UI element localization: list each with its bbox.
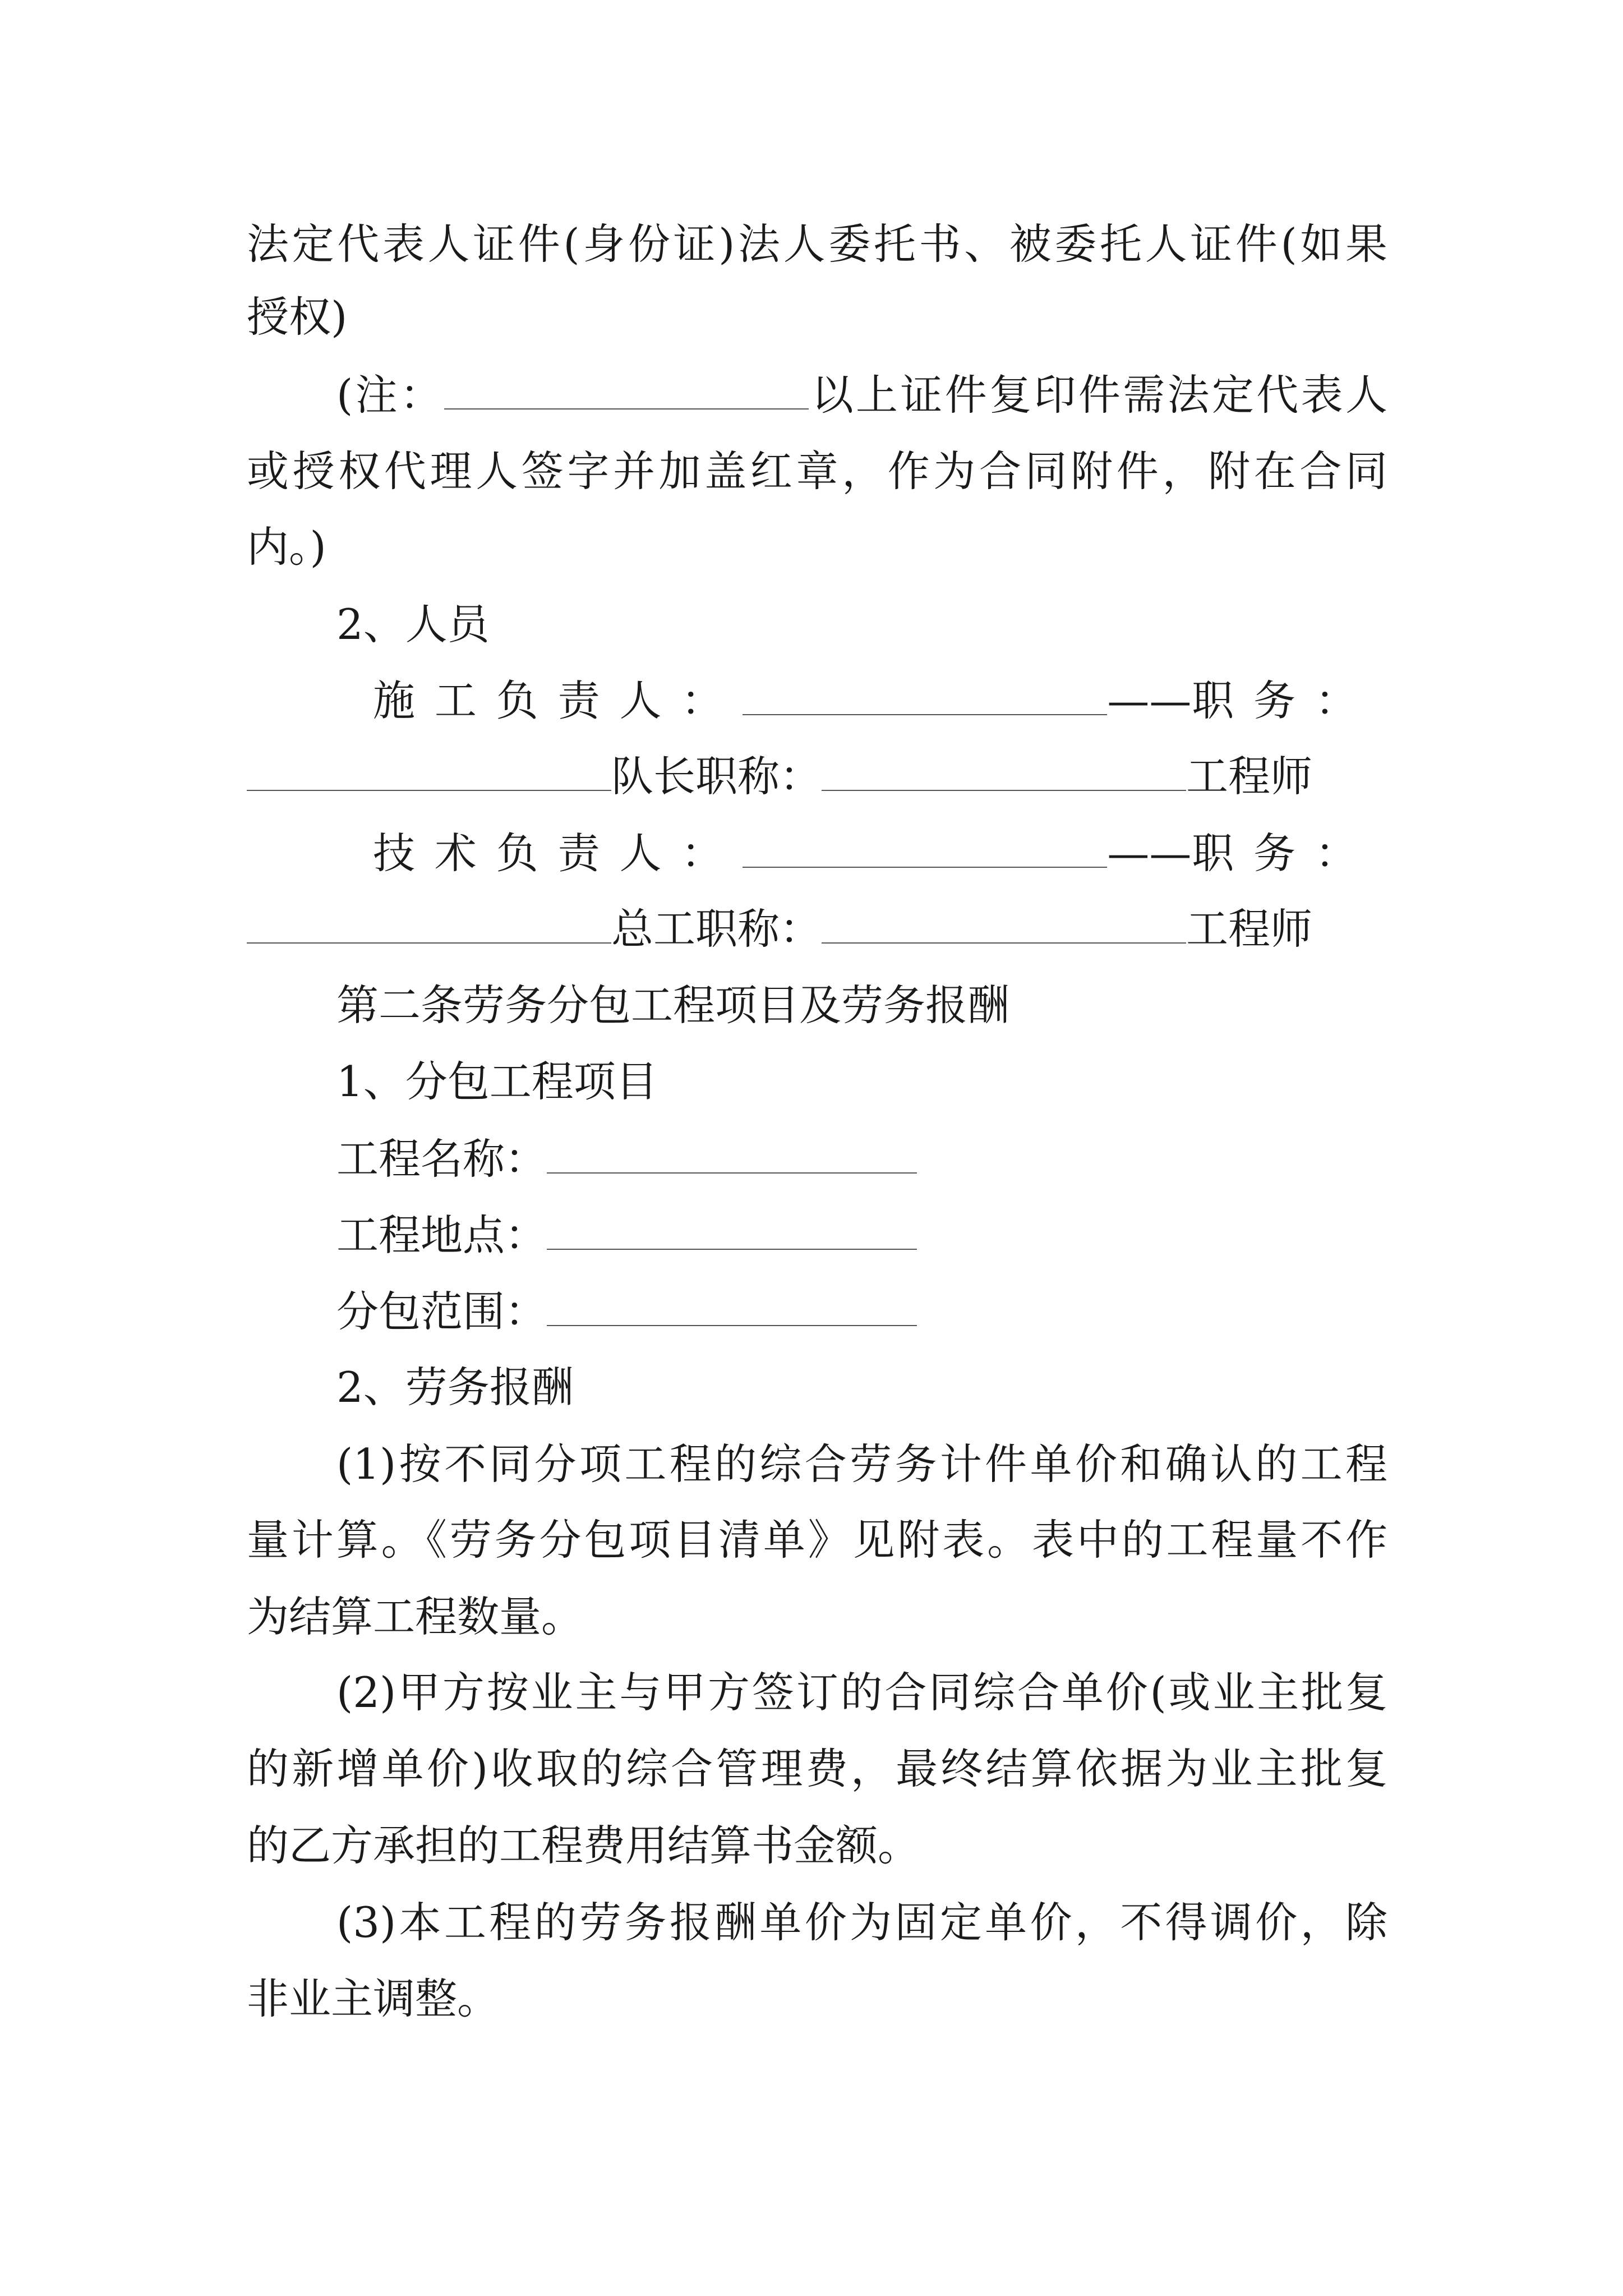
project-name-blank (547, 1128, 917, 1174)
clause-line: 的新增单价)收取的综合管理费，最终结算依据为业主批复 (247, 1744, 1387, 1793)
clause-line: (3)本工程的劳务报酬单价为固定单价，不得调价，除 (336, 1898, 1387, 1947)
title-text: 工程师 (1186, 904, 1313, 954)
construction-lead-line (373, 669, 1376, 731)
project-name-field (336, 1128, 1387, 1190)
technical-lead-label: 技术负责人： (373, 829, 743, 878)
clause-line: 非业主调整。 (247, 1974, 500, 2023)
construction-lead-blank (743, 669, 1107, 715)
role-label: 队长职称： (611, 752, 822, 801)
title-text: 工程师 (1186, 752, 1313, 801)
dash: —— (1107, 829, 1192, 878)
sub-heading: 1、分包工程项目 (336, 1057, 658, 1106)
paragraph-line: 授权) (247, 292, 348, 342)
note-line: 内。) (247, 522, 326, 572)
construction-lead-line-2 (247, 745, 1387, 807)
subcontract-scope-blank (547, 1280, 917, 1326)
subcontract-scope-field (336, 1280, 1387, 1342)
paragraph-line: 法定代表人证件(身份证)法人委托书、被委托人证件(如果 (247, 219, 1387, 269)
role-label: 总工职称： (611, 904, 822, 954)
duty-label: 职务： (1191, 676, 1376, 725)
project-name-label: 工程名称： (336, 1134, 547, 1184)
note-prefix: (注： (336, 370, 445, 420)
sub-heading: 2、劳务报酬 (336, 1363, 574, 1412)
clause-line: 的乙方承担的工程费用结算书金额。 (247, 1821, 920, 1870)
subcontract-scope-label: 分包范围： (336, 1287, 547, 1336)
title-blank (822, 898, 1186, 944)
project-site-blank (547, 1204, 917, 1250)
duty-blank (247, 745, 611, 791)
title-blank (822, 745, 1186, 791)
dash: —— (1107, 676, 1192, 725)
clause-line: (1)按不同分项工程的综合劳务计件单价和确认的工程 (336, 1439, 1387, 1489)
clause-line: (2)甲方按业主与甲方签订的合同综合单价(或业主批复 (336, 1668, 1387, 1717)
note-line (336, 364, 1387, 426)
section-heading: 2、人员 (336, 600, 490, 649)
technical-lead-line (373, 822, 1376, 884)
note-line: 或授权代理人签字并加盖红章，作为合同附件，附在合同 (247, 447, 1387, 496)
article-heading: 第二条劳务分包工程项目及劳务报酬 (336, 981, 1010, 1030)
project-site-field (336, 1204, 1387, 1266)
technical-lead-line-2 (247, 898, 1387, 960)
construction-lead-label: 施工负责人： (373, 676, 743, 725)
clause-line: 量计算。《劳务分包项目清单》见附表。表中的工程量不作 (247, 1515, 1387, 1565)
note-blank (444, 364, 809, 409)
technical-lead-blank (743, 822, 1107, 868)
duty-label: 职务： (1191, 829, 1376, 878)
note-text: 以上证件复印件需法定代表人 (809, 370, 1387, 420)
project-site-label: 工程地点： (336, 1211, 547, 1260)
clause-line: 为结算工程数量。 (247, 1592, 584, 1641)
duty-blank (247, 898, 611, 944)
